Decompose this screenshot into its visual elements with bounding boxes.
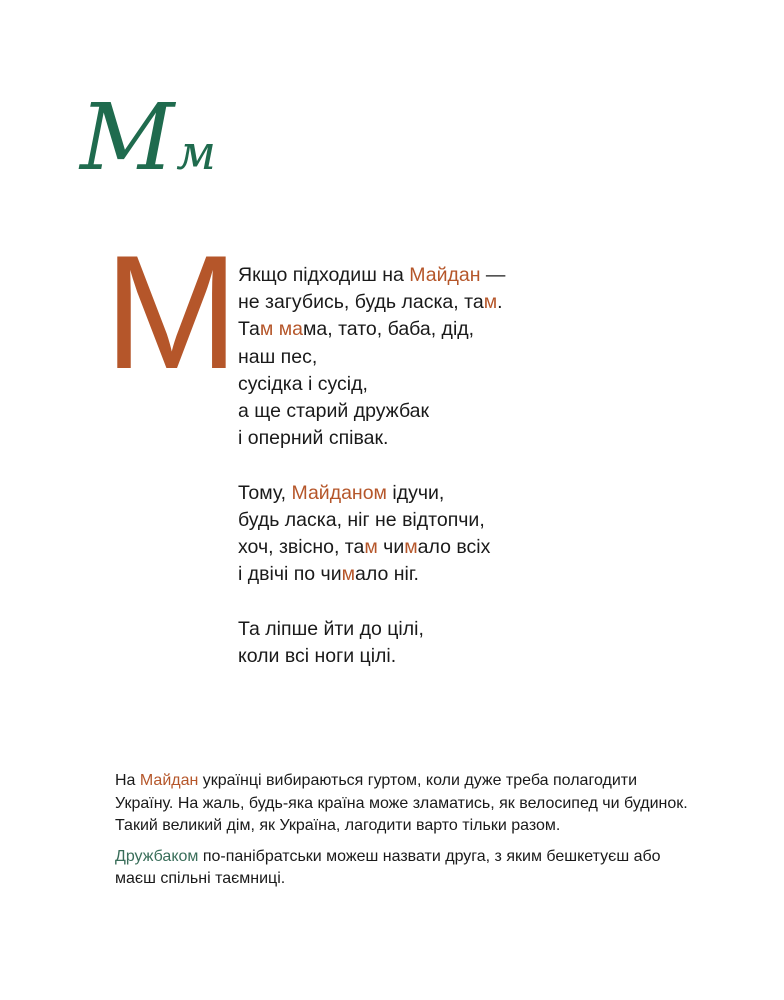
poem-line: Якщо підходиш на Майдан —	[238, 264, 506, 286]
poem-stanza-3	[238, 616, 505, 670]
drop-cap: M	[104, 222, 239, 403]
highlight-letter: м	[404, 536, 418, 559]
poem-stanza-1	[238, 262, 505, 452]
poem-line: а ще старий дружбак	[238, 400, 430, 423]
poem-line: будь ласка, ніг не відтопчи,	[238, 508, 485, 531]
poem-stanza-2	[238, 480, 505, 589]
poem-line: сусідка і сусід,	[238, 372, 368, 395]
poem-line: Тому, Майданом ідучи,	[238, 481, 445, 504]
poem-line: коли всі ноги цілі.	[238, 644, 397, 667]
header-letter-upper: M	[80, 84, 173, 191]
poem-line: Та ліпше йти до цілі,	[238, 617, 424, 640]
highlight-letter: м	[364, 536, 378, 559]
poem-line: і оперний співак.	[238, 427, 389, 450]
poem-line: не загубись, будь ласка, там.	[238, 291, 503, 314]
highlight-word: Дружбаком	[115, 847, 199, 865]
highlight-word: Майдан	[139, 772, 199, 789]
letter-header	[80, 84, 216, 191]
highlight-letter: ма	[278, 318, 303, 341]
footnote-druzhbak: Дружбаком по-панібратськи можеш назвати друга, з яким бешкетуєш або маєш спільні таємниці.	[115, 847, 661, 888]
poem-line: Там мама, тато, баба, дід,	[238, 318, 475, 341]
poem	[238, 262, 505, 697]
poem-line: хоч, звісно, там чимало всіх	[238, 536, 491, 559]
highlight-word: Майданом	[291, 481, 387, 504]
highlight-word: Майдан	[409, 264, 481, 286]
poem-line: наш пес,	[238, 345, 318, 368]
header-letter-lower: м	[176, 125, 216, 181]
footnote-maidan: На Майдан українці вибираються гуртом, коли дуже треба полагодити Україну. На жаль, будь-яка країна може зламатись, як велосипед чи будинок. Такий великий дім, як Україна, лагодити варто тільки разом.	[115, 772, 688, 835]
footnotes	[115, 770, 695, 899]
highlight-letter: м	[259, 318, 274, 341]
highlight-letter: м	[341, 563, 356, 586]
poem-line: і двічі по чимало ніг.	[238, 563, 419, 586]
highlight-letter: м	[483, 291, 498, 314]
